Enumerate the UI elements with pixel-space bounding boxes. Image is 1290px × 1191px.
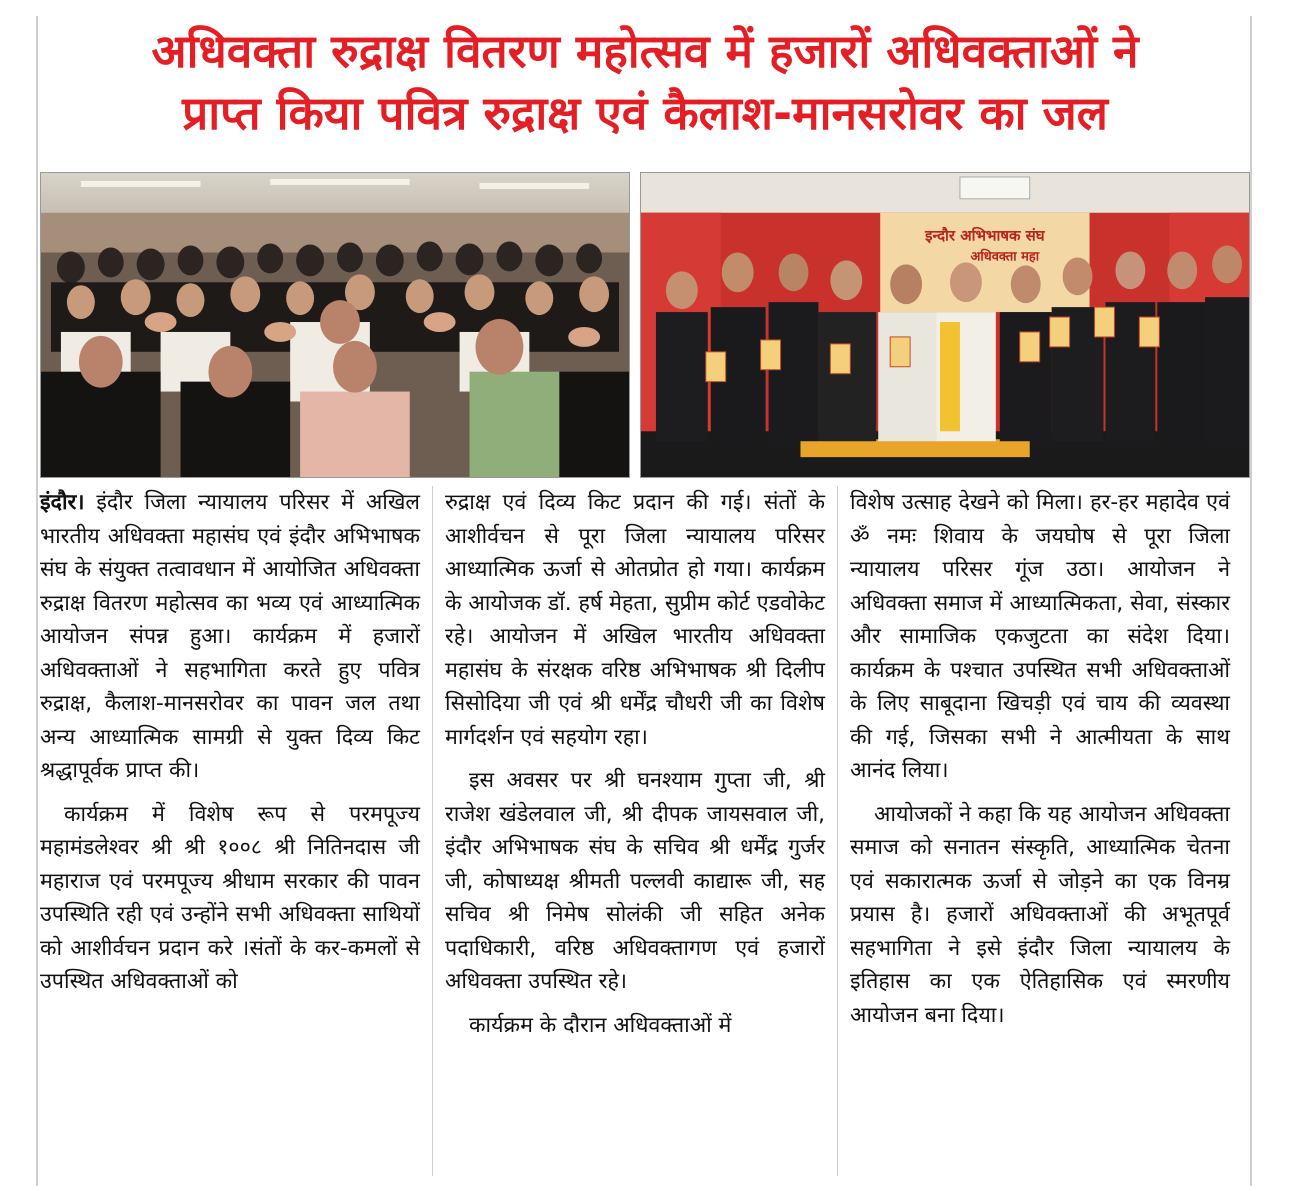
article-column-3 (850, 486, 1230, 1032)
column-divider-2 (837, 486, 838, 1176)
banner-text-2: अधिवक्ता महा (970, 249, 1040, 265)
article-paragraph-5: कार्यक्रम के दौरान अधिवक्ताओं में (469, 1012, 732, 1038)
article-paragraph-1-text: इंदौर जिला न्यायालय परिसर में अखिल भारतीय अधिवक्ता महासंघ एवं इंदौर अभिभाषक संघ के संयुक्त तत्वावधान में आयोजित अधिवक्ता रुद्राक्ष वितरण महोत्सव का भव्य एवं आध्यात्मिक आयोजन संपन्न हुआ। कार्यक्रम में हजारों अधिवक्ताओं ने सहभागिता करते हुए पवित्र रुद्राक्ष, कैलाश-मानसरोवर का पावन जल तथा अन्य आध्यात्मिक सामग्री से युक्त दिव्य किट श्रद्धापूर्वक प्राप्त की। (40, 490, 420, 783)
photo-audience (40, 172, 630, 478)
dateline: इंदौर। (40, 490, 85, 515)
headline (0, 20, 1290, 144)
audience-photo-illustration (41, 173, 629, 477)
headline-line-1: अधिवक्ता रुद्राक्ष वितरण महोत्सव में हजारों अधिवक्ताओं ने (151, 24, 1139, 78)
article-column-2 (445, 486, 825, 1042)
stage-photo-illustration (641, 173, 1249, 477)
article-paragraph-1 (40, 486, 420, 788)
column-divider-1 (432, 486, 433, 1176)
headline-line-2: प्राप्त किया पवित्र रुद्राक्ष एवं कैलाश-मानसरोवर का जल (182, 86, 1108, 140)
article-paragraph-6: विशेष उत्साह देखने को मिला। हर-हर महादेव एवं ॐ नमः शिवाय के जयघोष से पूरा जिला न्यायालय परिसर गूंज उठा। आयोजन ने अधिवक्ता समाज में आध्यात्मिकता, सेवा, संस्कार और सामाजिक एकजुटता का संदेश दिया। कार्यक्रम के पश्चात उपस्थित सभी अधिवक्ताओं के लिए साबूदाना खिचड़ी एवं चाय की व्यवस्था की गई, जिसका सभी ने आत्मीयता के साथ आनंद लिया। (850, 490, 1230, 783)
article-paragraph-3: रुद्राक्ष एवं दिव्य किट प्रदान की गई। संतों के आशीर्वचन से पूरा जिला न्यायालय परिसर आध्यात्मिक ऊर्जा से ओतप्रोत हो गया। कार्यक्रम के आयोजक डॉ. हर्ष मेहता, सुप्रीम कोर्ट एडवोकेट रहे। आयोजन में अखिल भारतीय अधिवक्ता महासंघ के संरक्षक वरिष्ठ अभिभाषक श्री दिलीप सिसोदिया जी एवं श्री धर्मेंद्र चौधरी जी का विशेष मार्गदर्शन एवं सहयोग रहा। (445, 490, 825, 750)
article-column-1 (40, 486, 420, 999)
banner-text-1: इन्दौर अभिभाषक संघ (925, 226, 1045, 245)
article-paragraph-2: कार्यक्रम में विशेष रूप से परमपूज्य महामंडलेश्वर श्री श्री १००८ श्री नितिनदास जी महाराज एवं परमपूज्य श्रीधाम सरकार की पावन उपस्थिति रही एवं उन्होंने सभी अधिवक्ता साथियों को आशीर्वचन प्रदान करे ।संतों के कर-कमलों से उपस्थित अधिवक्ताओं को (40, 801, 420, 994)
photo-stage (640, 172, 1250, 478)
article-paragraph-4: इस अवसर पर श्री घनश्याम गुप्ता जी, श्री राजेश खंडेलवाल जी, श्री दीपक जायसवाल जी, इंदौर अभिभाषक संघ के सचिव श्री धर्मेंद्र गुर्जर जी, कोषाध्यक्ष श्रीमती पल्लवी काद्यारू जी, सह सचिव श्री निमेष सोलंकी जी सहित अनेक पदाधिकारी, वरिष्ठ अधिवक्तागण एवं हजारों अधिवक्ता उपस्थित रहे। (445, 768, 825, 994)
article-paragraph-7: आयोजकों ने कहा कि यह आयोजन अधिवक्ता समाज को सनातन संस्कृति, आध्यात्मिक चेतना एवं सकारात्मक ऊर्जा से जोड़ने का एक विनम्र प्रयास है। हजारों अधिवक्ताओं की अभूतपूर्व सहभागिता ने इसे इंदौर जिला न्यायालय के इतिहास का एक ऐतिहासिक एवं स्मरणीय आयोजन बना दिया। (850, 801, 1230, 1028)
